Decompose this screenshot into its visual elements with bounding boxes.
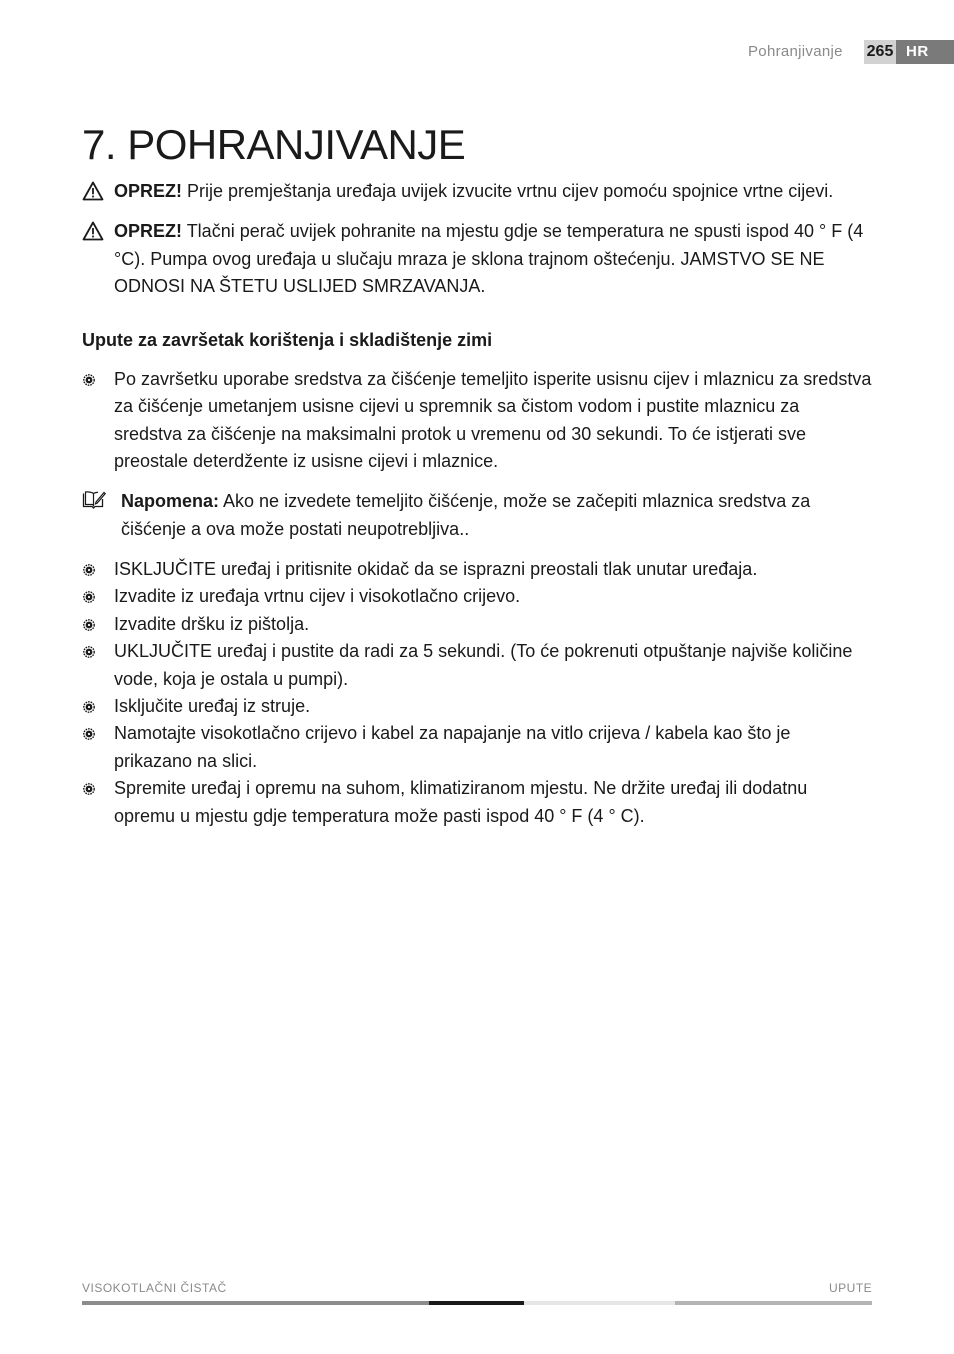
footer-bar-segment xyxy=(524,1301,675,1305)
gear-bullet-icon xyxy=(83,374,95,386)
footer-bar-segment xyxy=(675,1301,872,1305)
header-page-number: 265 xyxy=(864,40,896,64)
caution-text: Tlačni perač uvijek pohranite na mjestu gdje se temperatura ne spusti ispod 40 ° F (4 °C). Pumpa ovog uređaja u slučaju mraza je sklona trajnom oštećenju. JAMSTVO SE NE ODNOSI NA ŠTETU USLIJED SMRZAVANJA. xyxy=(114,221,864,296)
footer-bar-segment xyxy=(82,1301,429,1305)
list-item: Izvadite dršku iz pištolja. xyxy=(82,611,872,638)
list-item: Spremite uređaj i opremu na suhom, klimatiziranom mjestu. Ne držite uređaj ili dodatnu opremu u mjestu gdje temperatura može pasti ispod 40 ° F (4 ° C). xyxy=(82,775,872,830)
note-paragraph xyxy=(82,488,872,543)
caution-label: OPREZ! xyxy=(114,221,183,241)
header-section-title: Pohranjivanje xyxy=(748,43,843,60)
caution-text: Prije premještanja uređaja uvijek izvucite vrtnu cijev pomoću spojnice vrtne cijevi. xyxy=(182,181,834,201)
warning-triangle-icon xyxy=(82,221,104,241)
section-subheading: Upute za završetak korištenja i skladištenje zimi xyxy=(82,330,493,350)
gear-bullet-icon xyxy=(83,728,95,740)
gear-bullet-icon xyxy=(83,701,95,713)
gear-bullet-icon xyxy=(83,619,95,631)
footer-doc-type: UPUTE xyxy=(829,1281,873,1295)
note-label: Napomena: xyxy=(121,491,220,511)
caution-label: OPREZ! xyxy=(114,181,183,201)
footer-divider-bar xyxy=(82,1301,872,1305)
list-item: ISKLJUČITE uređaj i pritisnite okidač da se isprazni preostali tlak unutar uređaja. xyxy=(82,556,872,583)
page-title: 7. POHRANJIVANJE xyxy=(82,121,466,168)
warning-triangle-icon xyxy=(82,181,104,201)
caution-paragraph-1 xyxy=(82,178,872,206)
list-item: Isključite uređaj iz struje. xyxy=(82,693,872,720)
list-item: Izvadite iz uređaja vrtnu cijev i visokotlačno crijevo. xyxy=(82,583,872,610)
footer-bar-segment xyxy=(429,1301,524,1305)
list-item: Namotajte visokotlačno crijevo i kabel za napajanje na vitlo crijeva / kabela kao što je prikazano na slici. xyxy=(82,720,872,775)
bullet-list-2 xyxy=(82,556,872,830)
list-item: UKLJUČITE uređaj i pustite da radi za 5 sekundi. (To će pokrenuti otpuštanje najviše količine vode, koja je ostala u pumpi). xyxy=(82,638,872,693)
caution-paragraph-2 xyxy=(82,218,872,301)
gear-bullet-icon xyxy=(83,564,95,576)
header-language-badge: HR xyxy=(896,40,954,64)
note-text: Ako ne izvedete temeljito čišćenje, može se začepiti mlaznica sredstva za čišćenje a ova može postati neupotrebljiva.. xyxy=(121,491,811,539)
note-pencil-icon xyxy=(82,490,106,509)
gear-bullet-icon xyxy=(83,591,95,603)
list-item: Po završetku uporabe sredstva za čišćenje temeljito isperite usisnu cijev i mlaznicu za sredstva za čišćenje umetanjem usisne cijevi u spremnik sa čistom vodom i pustite mlaznicu za sredstva za čišćenje na maksimalni protok u vremenu od 30 sekundi. To će istjerati sve preostale deterdžente iz usisne cijevi i mlaznice. xyxy=(82,366,872,476)
gear-bullet-icon xyxy=(83,783,95,795)
bullet-list-1 xyxy=(82,366,872,476)
footer-product-name: VISOKOTLAČNI ČISTAČ xyxy=(82,1281,227,1295)
gear-bullet-icon xyxy=(83,646,95,658)
